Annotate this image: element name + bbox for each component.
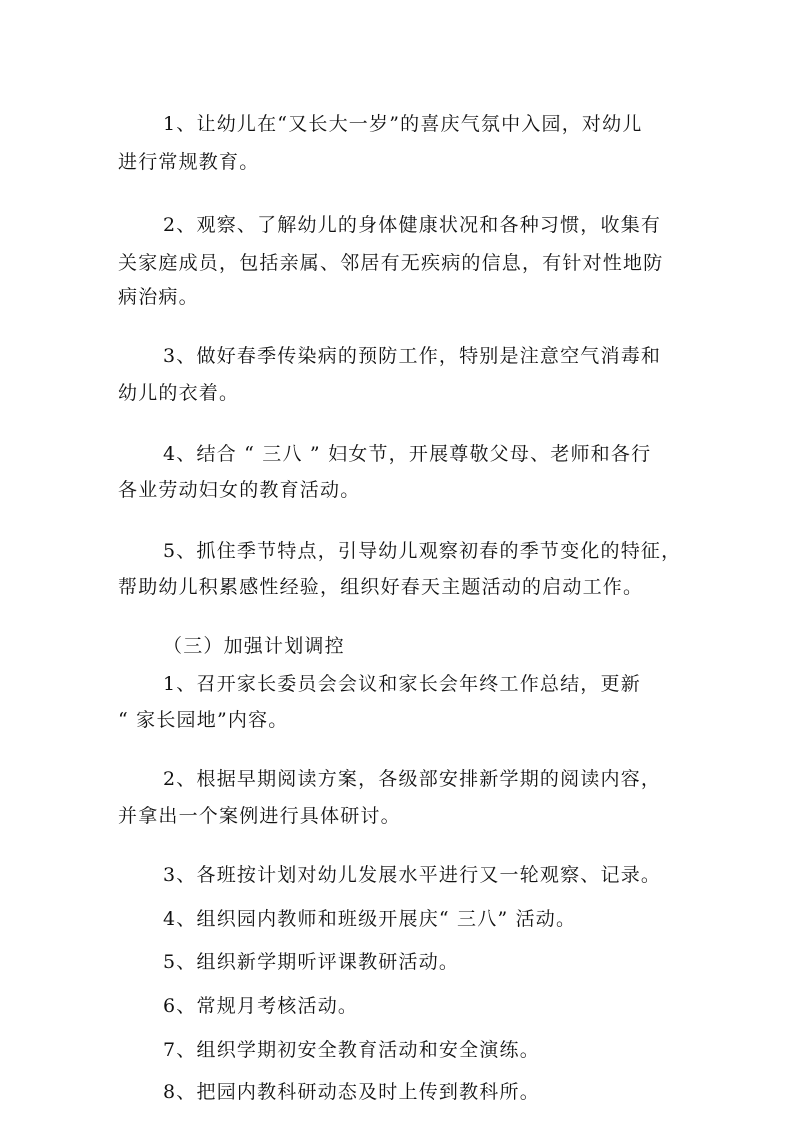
text-line: 关家庭成员，包括亲属、邻居有无疾病的信息，有针对性地防 bbox=[118, 252, 664, 274]
section-heading: （三）加强计划调控 bbox=[163, 635, 345, 657]
text-line: 各业劳动妇女的教育活动。 bbox=[118, 479, 361, 501]
text-line: 5、组织新学期听评课教研活动。 bbox=[163, 951, 460, 973]
text-line: 幼儿的衣着。 bbox=[118, 382, 240, 404]
text-line: 2、根据早期阅读方案，各级部安排新学期的阅读内容， bbox=[163, 768, 662, 790]
text-line: 2、观察、了解幼儿的身体健康状况和各种习惯，收集有 bbox=[163, 214, 662, 236]
text-line: 3、各班按计划对幼儿发展水平进行又一轮观察、记录。 bbox=[163, 864, 662, 886]
text-line: 1、召开家长委员会会议和家长会年终工作总结，更新 bbox=[163, 673, 641, 695]
text-line: 8、把园内教科研动态及时上传到教科所。 bbox=[163, 1081, 540, 1103]
text-line: 并拿出一个案例进行具体研讨。 bbox=[118, 805, 401, 827]
text-line: 1、让幼儿在“又长大一岁”的喜庆气氛中入园，对幼儿 bbox=[163, 113, 643, 135]
text-line: 6、常规月考核活动。 bbox=[163, 995, 359, 1017]
text-line: 3、做好春季传染病的预防工作，特别是注意空气消毒和 bbox=[163, 345, 662, 367]
text-line: 4、结合 “ 三八 ” 妇女节，开展尊敬父母、老师和各行 bbox=[163, 443, 652, 465]
text-line: 4、组织园内教师和班级开展庆“ 三八” 活动。 bbox=[163, 908, 577, 930]
text-line: 7、组织学期初安全教育活动和安全演练。 bbox=[163, 1039, 540, 1061]
text-line: “ 家长园地”内容。 bbox=[118, 709, 289, 731]
text-line: 5、抓住季节特点，引导幼儿观察初春的季节变化的特征， bbox=[163, 540, 682, 562]
text-line: 帮助幼儿积累感性经验，组织好春天主题活动的启动工作。 bbox=[118, 576, 644, 598]
text-line: 病治病。 bbox=[118, 286, 199, 308]
text-line: 进行常规教育。 bbox=[118, 151, 260, 173]
